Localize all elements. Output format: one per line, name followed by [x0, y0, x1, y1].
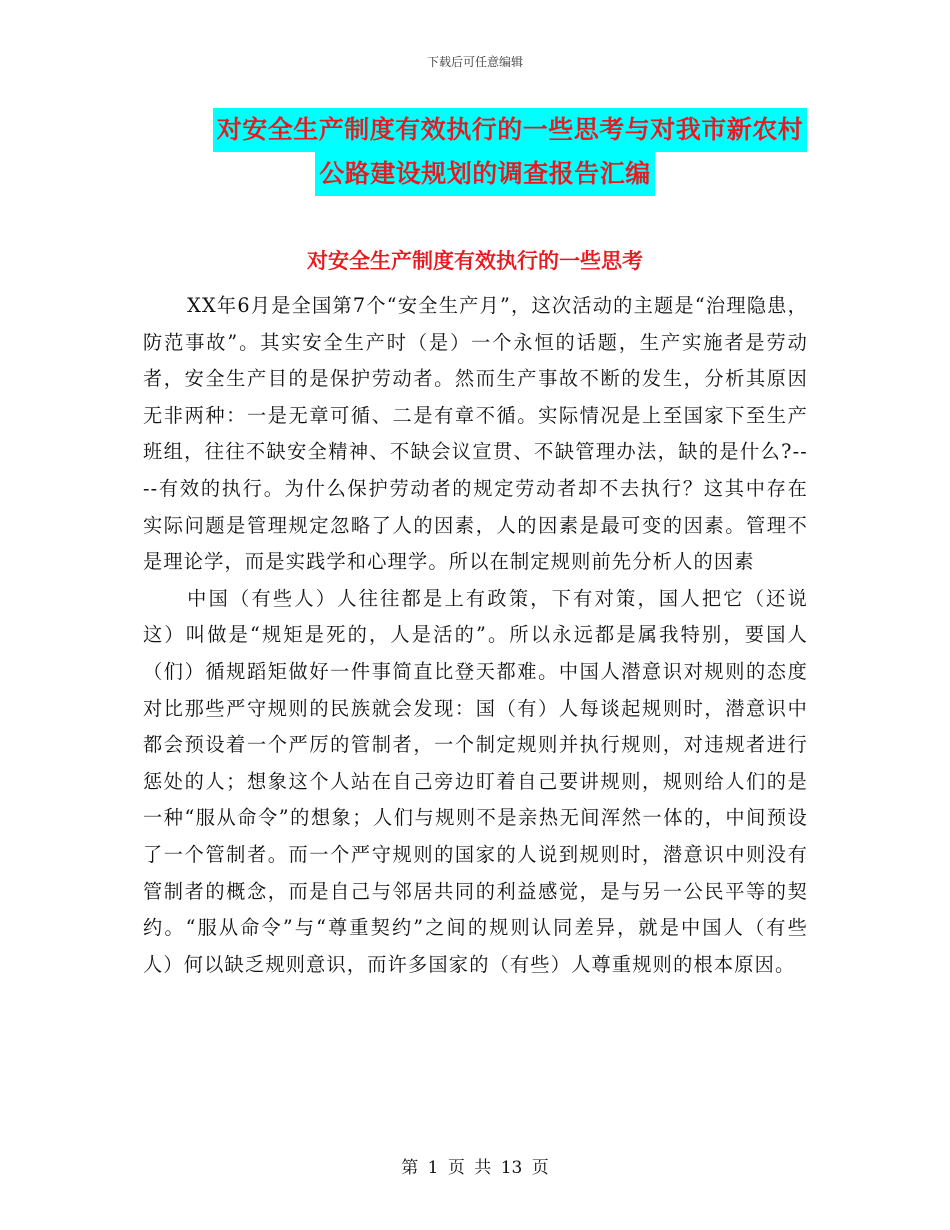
- paragraph-2: 中国（有些人）人往往都是上有政策，下有对策，国人把它（还说这）叫做是“规矩是死的，人是活的”。所以永远都是属我特别，要国人（们）循规蹈矩做好一件事简直比登天都难。中国人潜意识对规则的态度对比那些严守规则的民族就会发现：国（有）人每谈起规则时，潜意识中都会预设着一个严厉的管制者，一个制定规则并执行规则，对违规者进行惩处的人；想象这个人站在自己旁边盯着自己要讲规则，规则给人们的是一种“服从命令”的想象；人们与规则不是亲热无间浑然一体的，中间预设了一个管制者。而一个严守规则的国家的人说到规则时，潜意识中则没有管制者的概念，而是自己与邻居共同的利益感觉，是与另一公民平等的契约。“服从命令”与“尊重契约”之间的规则认同差异，就是中国人（有些人）何以缺乏规则意识，而许多国家的（有些）人尊重规则的根本原因。: [143, 586, 808, 976]
- footer-page-number: 1: [427, 1158, 439, 1178]
- footer-page-label-post: 页: [531, 1158, 549, 1178]
- paragraph-1: XX年6月是全国第7个“安全生产月”，这次活动的主题是“治理隐患，防范事故”。其实安全生产时（是）一个永恒的话题，生产实施者是劳动者，安全生产目的是保护劳动者。然而生产事故不断的发生，分析其原因无非两种：一是无章可循、二是有章不循。实际情况是上至国家下至生产班组，往往不缺安全精神、不缺会议宣贯、不缺管理办法，缺的是什么?----有效的执行。为什么保护劳动者的规定劳动者却不去执行？这其中存在实际问题是管理规定忽略了人的因素，人的因素是最可变的因素。管理不是理论学，而是实践学和心理学。所以在制定规则前先分析人的因素: [143, 294, 808, 574]
- document-title: [140, 108, 830, 196]
- title-line-1: 对安全生产制度有效执行的一些思考与对我市新农村: [213, 108, 808, 152]
- page-footer: [0, 1153, 950, 1178]
- section-title: 对安全生产制度有效执行的一些思考: [307, 249, 643, 273]
- footer-page-label-mid: 页: [447, 1158, 465, 1178]
- footer-total-pages: 13: [500, 1158, 523, 1178]
- page-header: 下载后可任意编辑: [426, 55, 523, 69]
- footer-total-label: 共: [474, 1158, 492, 1178]
- footer-page-label-pre: 第: [401, 1158, 419, 1178]
- body-text: [143, 288, 808, 983]
- title-line-2: 公路建设规划的调查报告汇编: [315, 152, 655, 196]
